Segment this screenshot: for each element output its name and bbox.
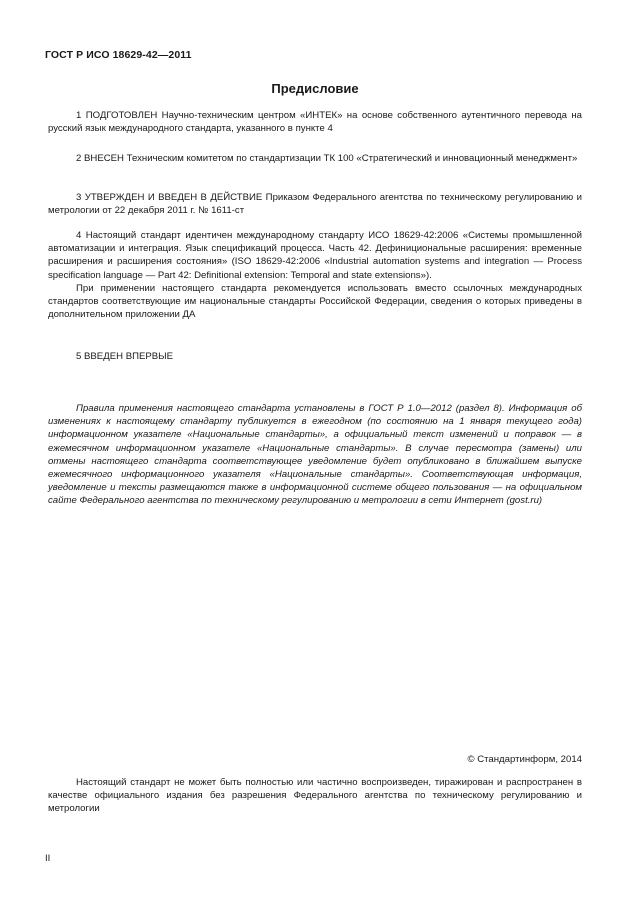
foreword-item-1 xyxy=(48,109,582,135)
notice-text: Правила применения настоящего стандарта установлены в ГОСТ Р 1.0—2012 (раздел 8). Информация об изменениях к настоящему стандарту публикуется в ежегодном (по состоянию на 1 января текущего года) информационном указателе «Национальные стандарты», а официальный текст изменений и поправок — в ежемесячном информационном указателе «Национальные стандарты». В случае пересмотра (замены) или отмены настоящего стандарта соответствующее уведомление будет опубликовано в ближайшем выпуске ежемесячного информационного указателя «Национальные стандарты». Соответствующая информация, уведомление и тексты размещаются также в информационной системе общего пользования — на официальном сайте Федерального агентства по техническому регулированию и метрологии в сети Интернет (gost.ru) xyxy=(48,403,582,507)
foreword-item-2 xyxy=(48,152,582,165)
foreword-item-5 xyxy=(48,350,582,363)
foreword-item-3 xyxy=(48,191,582,217)
reproduction-notice xyxy=(48,776,582,816)
paragraph-first-introduced: 5 ВВЕДЕН ВПЕРВЫЕ xyxy=(76,351,174,362)
reproduction-text: Настоящий стандарт не может быть полностью или частично воспроизведен, тиражирован и распространен в качестве официального издания без разрешения Федерального агентства по техническому регулированию и метрологии xyxy=(48,777,582,815)
page-number: II xyxy=(45,853,51,864)
paragraph-submitted: 2 ВНЕСЕН Техническим комитетом по стандартизации ТК 100 «Стратегический и инновационный менеджмент» xyxy=(76,153,578,164)
paragraph-prepared: 1 ПОДГОТОВЛЕН Научно-техническим центром «ИНТЕК» на основе собственного аутентичного перевода на русский язык международного стандарта, указанного в пункте 4 xyxy=(48,110,582,135)
application-rules-notice xyxy=(48,402,582,508)
paragraph-reference-note: При применении настоящего стандарта рекомендуется использовать вместо ссылочных международных стандартов соответствующие им национальные стандарты Российской Федерации, сведения о которых приведены в дополнительном приложении ДА xyxy=(48,282,582,321)
document-header: ГОСТ Р ИСО 18629-42—2011 xyxy=(45,49,192,61)
section-title: Предисловие xyxy=(271,81,359,96)
foreword-item-4 xyxy=(48,229,582,321)
paragraph-approved: 3 УТВЕРЖДЕН И ВВЕДЕН В ДЕЙСТВИЕ Приказом Федерального агентства по техническому регулированию и метрологии от 22 декабря 2011 г. № 1611-ст xyxy=(48,192,582,217)
copyright-line: © Стандартинформ, 2014 xyxy=(467,754,582,765)
paragraph-identical-standard: 4 Настоящий стандарт идентичен международному стандарту ИСО 18629-42:2006 «Системы промышленной автоматизации и интеграция. Язык спецификаций процесса. Часть 42. Дефинициональные расширения: временные расширения и расширения состояния» (ISO 18629-42:2006 «Industrial automation systems and integration — Process specification language — Part 42: Definitional extension: Temporal and state extensions»). xyxy=(48,230,582,281)
